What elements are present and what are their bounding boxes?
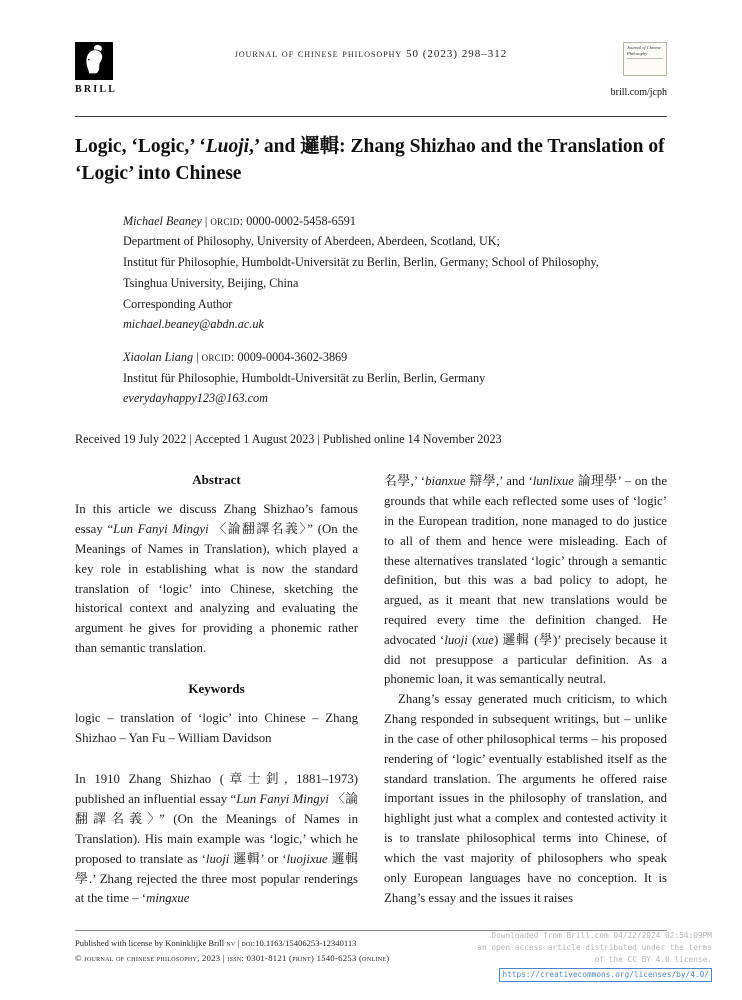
cc-license-link[interactable]: https://creativecommons.org/licenses/by/4.0/ — [499, 968, 712, 982]
intro-paragraph: In 1910 Zhang Shizhao (章士釗, 1881–1973) published an influential essay “Lun Fanyi Mingyi 〈論翻譯名義〉” (On the Meanings of Names in Translation). His main example was ‘logic,’ which he proposed to translate as ‘luoji 邏輯’ or ‘luojixue 邏輯學.’ Zhang rejected the three most popular renderings at the time – ‘mingxue — [75, 772, 358, 906]
download-watermark — [477, 930, 712, 982]
author-1-affiliation-line-1: Department of Philosophy, University of Aberdeen, Aberdeen, Scotland, UK; — [123, 234, 500, 249]
author-1-email: michael.beaney@abdn.ac.uk — [123, 317, 264, 332]
author-2-name-orcid: Xiaolan Liang | orcid: 0009-0004-3602-3869 — [123, 350, 348, 364]
journal-site-url: brill.com/jcph — [610, 87, 667, 98]
left-column — [75, 472, 358, 909]
watermark-license-line: of the CC BY 4.0 license. — [594, 954, 712, 964]
author-1-affiliation-line-2: Institut für Philosophie, Humboldt-Universität zu Berlin, Berlin, Germany; School of Philosophy, — [123, 255, 599, 270]
author-2-email: everydayhappy123@163.com — [123, 391, 268, 406]
right-column — [384, 472, 667, 909]
body-paragraph-1: 名學,’ ‘bianxue 辯學,’ and ‘lunlixue 論理學’ – on the grounds that while each reflected some uses of ‘logic’ in the European tradition, none managed to do justice to all of them and hence were misleading. Each of these alternatives translated ‘logic’ through a semantic definition, but this was a bad policy to adopt, he argued, as it meant that new translations would be required every time the definition changed. He advocated ‘luoji (xue) 邏輯 (學)’ precisely because it did not presuppose a particular definition. As a phonemic loan, it was semantically neutral. — [384, 474, 667, 687]
publication-history: Received 19 July 2022 | Accepted 1 August 2023 | Published online 14 November 2023 — [75, 432, 502, 447]
journal-cover-title: Journal of Chinese Philosophy — [627, 45, 663, 59]
corresponding-author-label: Corresponding Author — [123, 296, 233, 311]
abstract-text: In this article we discuss Zhang Shizhao’s famous essay “Lun Fanyi Mingyi 〈論翻譯名義〉” (On the Meanings of Names in Translation), which played a key role in establishing what is now the standard translation of ‘logic’ into Chinese, sketching the historical context and analyzing and evaluating the argument he gives for providing a phonemic rather than semantic translation. — [75, 502, 358, 655]
article-title: Logic, ‘Logic,’ ‘Luoji,’ and 邏輯: Zhang Shizhao and the Translation of ‘Logic’ into Chinese — [75, 136, 665, 185]
journal-citation: journal of chinese philosophy 50 (2023) 298–312 — [234, 48, 508, 60]
author-1 — [123, 211, 667, 335]
license-line: Published with license by Koninklijke Brill nv | doi:10.1163/15406253-12340113 — [75, 937, 357, 948]
brill-wordmark: BRILL — [75, 84, 118, 95]
author-2 — [123, 347, 667, 409]
journal-cover-thumbnail — [623, 42, 667, 76]
header-right — [611, 42, 667, 98]
keywords-text: logic – translation of ‘logic’ into Chinese – Zhang Shizhao – Yan Fu – William Davidson — [75, 710, 358, 745]
brill-logo — [75, 42, 119, 95]
author-block — [123, 211, 667, 410]
abstract-heading: Abstract — [192, 472, 241, 488]
brill-athena-icon — [75, 42, 113, 80]
page-header — [75, 42, 667, 116]
author-1-name-orcid: Michael Beaney | orcid: 0000-0002-5458-6591 — [123, 213, 356, 228]
keywords-heading: Keywords — [188, 680, 245, 696]
header-divider — [75, 116, 667, 117]
body-paragraph-2: Zhang’s essay generated much criticism, to which Zhang responded in subsequent writings, but – unlike in the case of other philosophical terms – his proposed rendering of ‘logic’ eventually established itself as the standard translation. The arguments he offered raise important issues in the philosophy of translation, and highlight just what a complex and contested activity it is to translate philosophical terms into Chinese, of which the vast majority of philosophers who speak only European languages have no conception. It is Zhang’s essay and the issues it raises — [384, 692, 667, 905]
watermark-downloaded-line: Downloaded from Brill.com 04/22/2024 02:54:09PM — [491, 930, 712, 940]
author-1-affiliation-line-3: Tsinghua University, Beijing, China — [123, 275, 299, 290]
copyright-issn-line: © journal of chinese philosophy, 2023 | issn: 0301-8121 (print) 1540-6253 (online) — [75, 952, 390, 963]
author-2-affiliation-line-1: Institut für Philosophie, Humboldt-Universität zu Berlin, Berlin, Germany — [123, 370, 486, 385]
watermark-open-access-line: an open access article distributed under the terms — [477, 942, 712, 952]
article-columns — [75, 472, 667, 909]
